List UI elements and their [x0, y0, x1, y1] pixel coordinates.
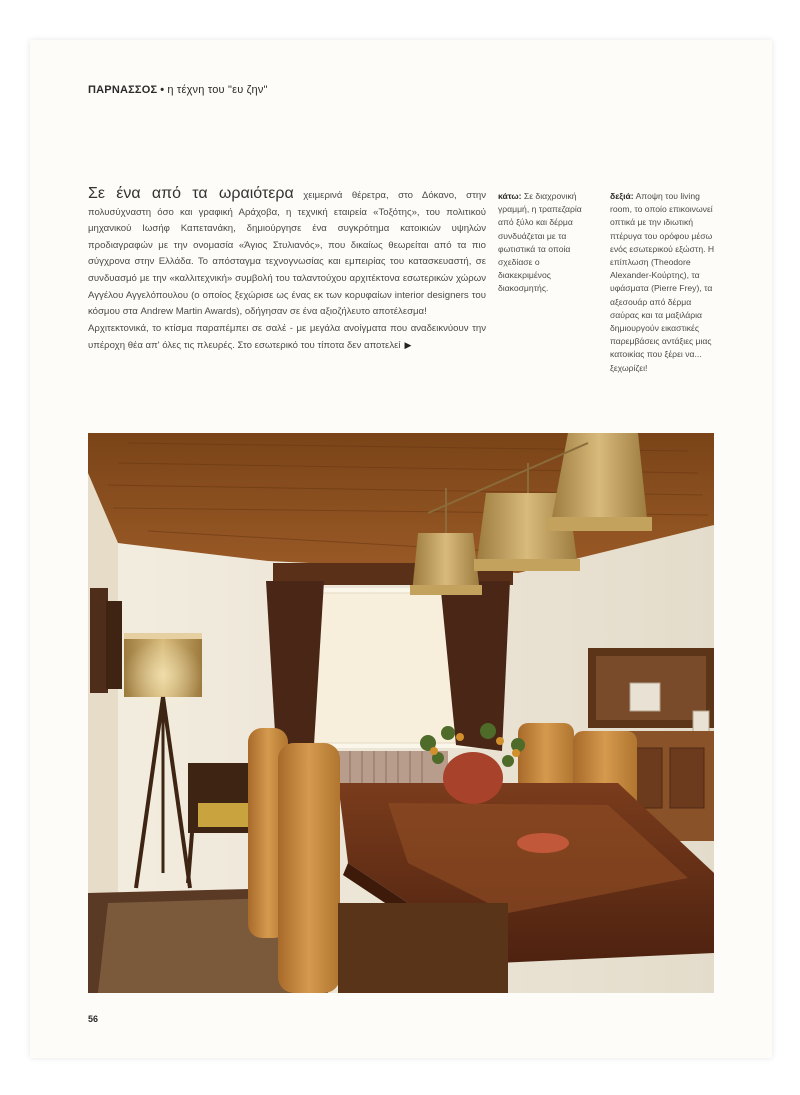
article-body [88, 186, 486, 355]
article-paragraph-2-text: Αρχιτεκτονικά, το κτίσμα παραπέμπει σε σαλέ - με μεγάλα ανοίγματα που αναδεικνύουν την υπέροχη θέα απ' όλες τις πλευρές. Στο εσωτερικό του τίποτα δεν αποτελεί [88, 322, 486, 352]
caption-below-label: κάτω: [498, 191, 522, 201]
caption-right [610, 190, 720, 375]
caption-below-text: Σε διαχρονική γραμμή, η τραπεζαρία από ξύλο και δέρμα συνδυάζεται με τα φωτιστικά τα οποία σχεδίασε ο διακεκριμένος διακοσμητής. [498, 191, 582, 294]
magazine-name: ΠΑΡΝΑΣΣΟΣ [88, 84, 158, 96]
article-lead: Σε ένα από τα ωραιότερα [88, 185, 294, 202]
article-paragraph-2 [88, 321, 486, 355]
header-tagline: η τέχνη του "ευ ζην" [167, 84, 268, 96]
running-header [88, 84, 268, 96]
page-number: 56 [88, 1014, 99, 1024]
caption-right-text: Αποψη του living room, το οποίο επικοινωνεί οπτικά με την ιδιωτική πτέρυγα του ορόφου μέσω ενός εσωτερικού εξώστη. Η επίπλωση (Theodore Alexander-Κούρτης), τα υφάσματα (Pierre Frey), τα αξεσουάρ από δέρμα σαύρας και τα μαξιλάρια δημιουργούν εικαστικές παρεμβάσεις αντάξιες μιας κατοικίας που ξέρει να... ξεχωρίζει! [610, 191, 715, 373]
header-bullet: • [160, 84, 165, 96]
caption-right-label: δεξιά: [610, 191, 634, 201]
article-paragraph-1 [88, 186, 486, 321]
dining-room-photo [88, 433, 714, 993]
article-paragraph-1-text: χειμερινά θέρετρα, στο Δόκανο, στην πολυσύχναστη όσο και γραφική Αράχοβα, η τεχνική εταιρεία «Τοξότης», του πολιτικού μηχανικού Ιωσήφ Καπετανάκη, δημιούργησε ένα συγκρότημα κατοικιών υψηλών προδιαγραφών με την ονομασία «Άγιος Στυλιανός», που δικαίως θεωρείται από τα πιο σύγχρονα στην Ελλάδα. Το απόσταγμα τεχνογνωσίας και εμπειρίας του κατασκευαστή, σε συνδυασμό με την «καλλιτεχνική» συμβολή του ταλαντούχου αρχιτέκτονα εσωτερικών χώρων Αγγέλου Αγγελόπουλου (ο οποίος ξεχώρισε ως ένας εκ των κορυφαίων interior designers του κόσμου στα Andrew Martin Awards), οδήγησαν σε ένα αξιοζήλευτο αποτέλεσμα! [88, 190, 486, 318]
caption-below [498, 190, 594, 296]
continue-arrow-icon: ▶ [404, 340, 412, 351]
